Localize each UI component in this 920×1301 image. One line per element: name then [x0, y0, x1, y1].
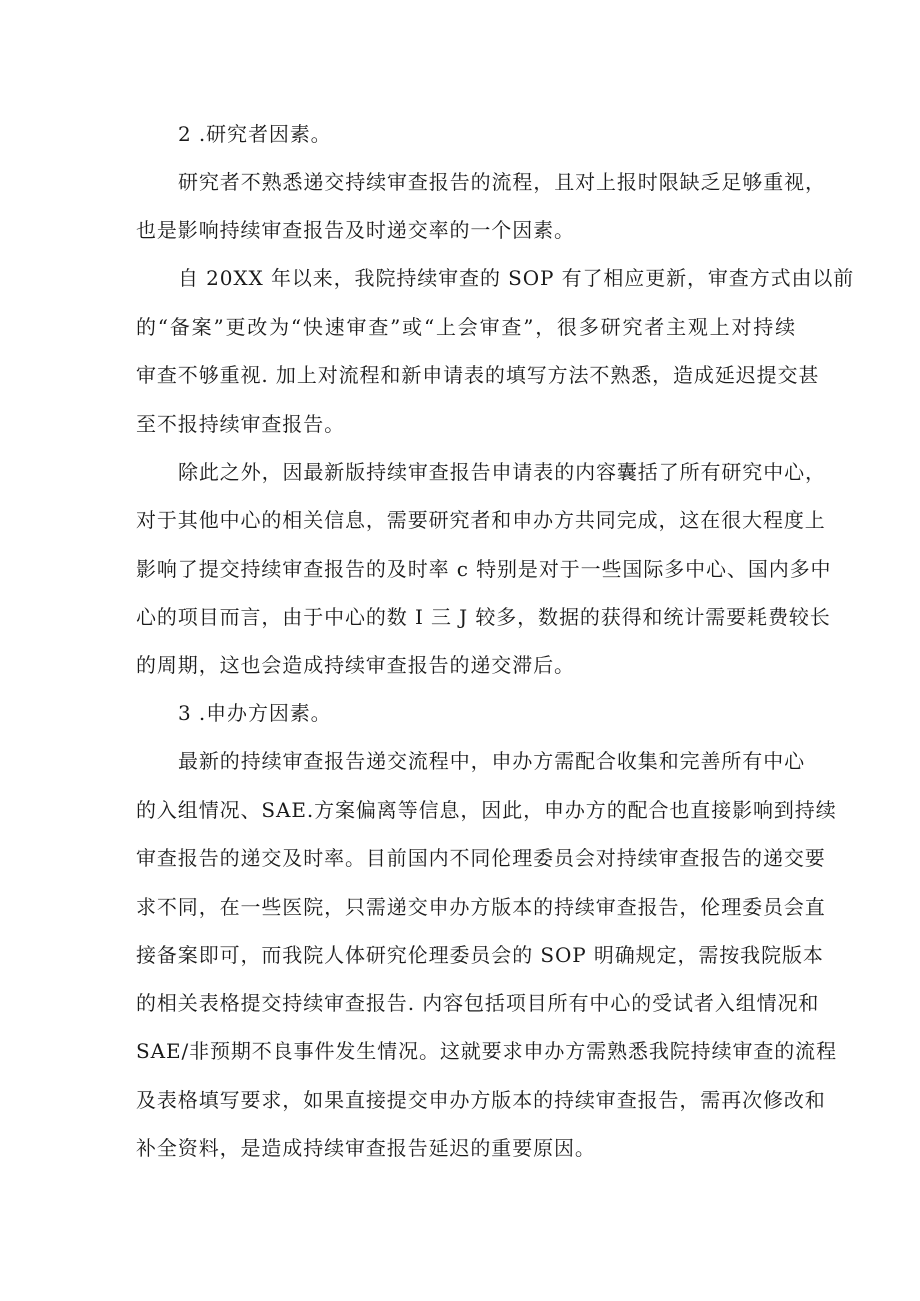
paragraph-line: 接备案即可，而我院人体研究伦理委员会的 SOP 明确规定，需按我院版本 [136, 943, 824, 967]
section-heading-sponsor-factors: 3 .申办方因素。 [178, 701, 332, 725]
paragraph-line: 的“备案”更改为“快速审查”或“上会审查”，很多研究者主观上对持续 [136, 315, 796, 339]
paragraph-line: 求不同，在一些医院，只需递交申办方版本的持续审查报告，伦理委员会直 [136, 895, 826, 919]
paragraph-line: 的相关表格提交持续审查报告. 内容包括项目所有中心的受试者入组情况和 [136, 991, 820, 1015]
paragraph-line: 对于其他中心的相关信息，需要研究者和申办方共同完成，这在很大程度上 [136, 508, 826, 532]
paragraph-line: 心的项目而言，由于中心的数 I 三 J 较多，数据的获得和统计需要耗费较长 [136, 605, 831, 629]
paragraph-line: 自 20XX 年以来，我院持续审查的 SOP 有了相应更新，审查方式由以前 [178, 266, 855, 290]
paragraph-line: 研究者不熟悉递交持续审查报告的流程，且对上报时限缺乏足够重视， [178, 170, 826, 194]
paragraph-line: 审查报告的递交及时率。目前国内不同伦理委员会对持续审查报告的递交要 [136, 846, 826, 870]
paragraph-line: SAE/非预期不良事件发生情况。这就要求申办方需熟悉我院持续审查的流程 [136, 1039, 837, 1063]
section-heading-researcher-factors: 2 .研究者因素。 [178, 122, 332, 146]
paragraph-line: 的入组情况、SAE.方案偏离等信息，因此，申办方的配合也直接影响到持续 [136, 798, 837, 822]
paragraph-line: 及表格填写要求，如果直接提交申办方版本的持续审查报告，需再次修改和 [136, 1088, 826, 1112]
paragraph-line: 也是影响持续审查报告及时递交率的一个因素。 [136, 218, 575, 242]
paragraph-line: 至不报持续审查报告。 [136, 412, 345, 436]
paragraph-line: 审查不够重视. 加上对流程和新申请表的填写方法不熟悉，造成延迟提交甚 [136, 363, 820, 387]
paragraph-line: 的周期，这也会造成持续审查报告的递交滞后。 [136, 653, 575, 677]
paragraph-line: 补全资料，是造成持续审查报告延迟的重要原因。 [136, 1136, 596, 1160]
paragraph-line: 影响了提交持续审查报告的及时率 c 特别是对于一些国际多中心、国内多中 [136, 557, 832, 581]
paragraph-line: 最新的持续审查报告递交流程中，申办方需配合收集和完善所有中心 [178, 749, 805, 773]
paragraph-line: 除此之外，因最新版持续审查报告申请表的内容囊括了所有研究中心， [178, 460, 826, 484]
